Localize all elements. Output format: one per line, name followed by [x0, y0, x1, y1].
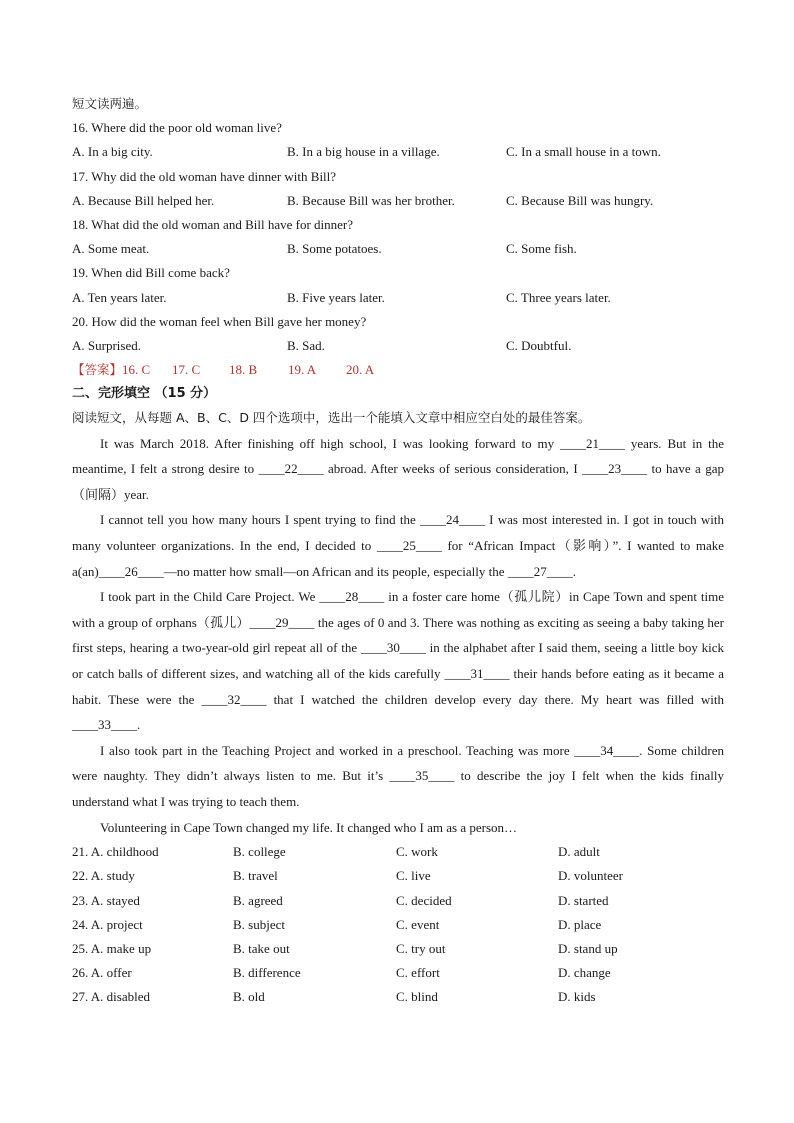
- answer-item: 17. C: [172, 362, 201, 378]
- option-c: C. try out: [396, 940, 446, 956]
- option-d: D. volunteer: [558, 868, 623, 884]
- answer-item: 19. A: [288, 362, 317, 378]
- options-row: [72, 913, 724, 937]
- option-a: A. In a big city.: [72, 144, 153, 160]
- option-c: C. blind: [396, 989, 438, 1005]
- option-a: 24. A. project: [72, 916, 143, 932]
- option-b: B. Five years later.: [287, 289, 385, 305]
- question-18: [72, 213, 724, 261]
- question-17: [72, 165, 724, 213]
- options-row: [72, 961, 724, 985]
- section-heading: 二、完形填空 （15 分）: [72, 386, 217, 402]
- options-row: [72, 286, 724, 310]
- question-19: [72, 261, 724, 309]
- passage-paragraph: I took part in the Child Care Project. We ____28____ in a foster care home（孤儿院）in Cape Town and spent time with a group of orphans（孤儿）____29____ the ages of 0 and 3. There was nothing as exciting as seeing a baby taking her first steps, hearing a two-year-old girl repeat all of the ____30____ in the alphabet after I said them, seeing a little boy kick or catch balls of different sizes, and watching all of the kids carefully ____31____ their hands before eating as it became a habit. These were the ____32____ that I watched the children develop every day there. My heart was filled with ____33____.: [72, 589, 724, 733]
- answer-item: 16. C: [122, 362, 151, 378]
- option-b: B. agreed: [233, 892, 283, 908]
- question-text: 18. What did the old woman and Bill have for dinner?: [72, 216, 353, 232]
- option-a: A. Some meat.: [72, 241, 150, 257]
- options-row: [72, 189, 724, 213]
- option-c: C. Some fish.: [506, 241, 577, 257]
- section-instruction: 阅读短文，从每题 A、B、C、D 四个选项中，选出一个能填入文章中相应空白处的最佳答案。: [72, 410, 591, 426]
- option-b: B. Because Bill was her brother.: [287, 192, 455, 208]
- option-d: D. started: [558, 892, 609, 908]
- question-text: 20. How did the woman feel when Bill gave her money?: [72, 313, 367, 329]
- option-a: A. Ten years later.: [72, 289, 167, 305]
- cloze-options: [72, 840, 724, 1009]
- passage-paragraph: Volunteering in Cape Town changed my life. It changed who I am as a person…: [100, 819, 518, 835]
- answer-label: 【答案】: [72, 362, 123, 378]
- option-a: A. Because Bill helped her.: [72, 192, 215, 208]
- option-a: 27. A. disabled: [72, 989, 150, 1005]
- option-b: B. In a big house in a village.: [287, 144, 440, 160]
- options-row: [72, 334, 724, 358]
- option-c: C. work: [396, 844, 438, 860]
- option-b: B. take out: [233, 940, 290, 956]
- question-20: [72, 310, 724, 358]
- option-b: B. difference: [233, 965, 301, 981]
- passage-paragraph: I cannot tell you how many hours I spent trying to find the ____24____ I was most interested in. I got in touch with many volunteer organizations. In the end, I decided to ____25____ for “African Impact（影响）”. I wanted to make a(an)____26____—no matter how small—on African and its people, especially the ____27____.: [72, 512, 724, 579]
- options-row: [72, 840, 724, 864]
- option-b: B. travel: [233, 868, 278, 884]
- options-row: [72, 140, 724, 164]
- option-c: C. effort: [396, 965, 440, 981]
- option-d: D. change: [558, 965, 611, 981]
- cloze-passage: [72, 431, 724, 841]
- passage-paragraph: I also took part in the Teaching Project and worked in a preschool. Teaching was more ____34____. Some children were naughty. They didn’t always listen to me. But it’s ____35____ to describe the joy I felt when the kids finally understand what I was trying to teach them.: [72, 742, 724, 809]
- options-row: [72, 937, 724, 961]
- question-text: 19. When did Bill come back?: [72, 265, 230, 281]
- option-c: C. Doubtful.: [506, 337, 572, 353]
- option-c: C. Because Bill was hungry.: [506, 192, 654, 208]
- option-b: B. Sad.: [287, 337, 325, 353]
- options-row: [72, 985, 724, 1009]
- option-c: C. decided: [396, 892, 452, 908]
- option-d: D. stand up: [558, 940, 618, 956]
- answer-key: [72, 358, 724, 382]
- option-a: A. Surprised.: [72, 337, 141, 353]
- listening-instruction: 短文读两遍。: [72, 96, 148, 111]
- option-a: 21. A. childhood: [72, 844, 159, 860]
- option-d: D. kids: [558, 989, 596, 1005]
- option-a: 22. A. study: [72, 868, 135, 884]
- option-d: D. adult: [558, 844, 600, 860]
- option-b: B. Some potatoes.: [287, 241, 382, 257]
- option-b: B. college: [233, 844, 286, 860]
- answer-item: 18. B: [229, 362, 258, 378]
- options-row: [72, 237, 724, 261]
- options-row: [72, 864, 724, 888]
- question-text: 16. Where did the poor old woman live?: [72, 120, 282, 136]
- option-a: 23. A. stayed: [72, 892, 140, 908]
- answer-item: 20. A: [346, 362, 375, 378]
- option-a: 26. A. offer: [72, 965, 132, 981]
- option-b: B. old: [233, 989, 265, 1005]
- option-b: B. subject: [233, 916, 285, 932]
- page-content: [72, 92, 724, 1009]
- option-a: 25. A. make up: [72, 940, 152, 956]
- option-c: C. event: [396, 916, 440, 932]
- options-row: [72, 889, 724, 913]
- passage-paragraph: It was March 2018. After finishing off high school, I was looking forward to my ____21____ years. But in the meantime, I felt a strong desire to ____22____ abroad. After weeks of serious consideration, I ____23____ to have a gap（间隔）year.: [72, 435, 724, 502]
- option-c: C. In a small house in a town.: [506, 144, 661, 160]
- option-d: D. place: [558, 916, 602, 932]
- question-16: [72, 116, 724, 164]
- option-c: C. live: [396, 868, 431, 884]
- option-c: C. Three years later.: [506, 289, 611, 305]
- question-text: 17. Why did the old woman have dinner with Bill?: [72, 168, 337, 184]
